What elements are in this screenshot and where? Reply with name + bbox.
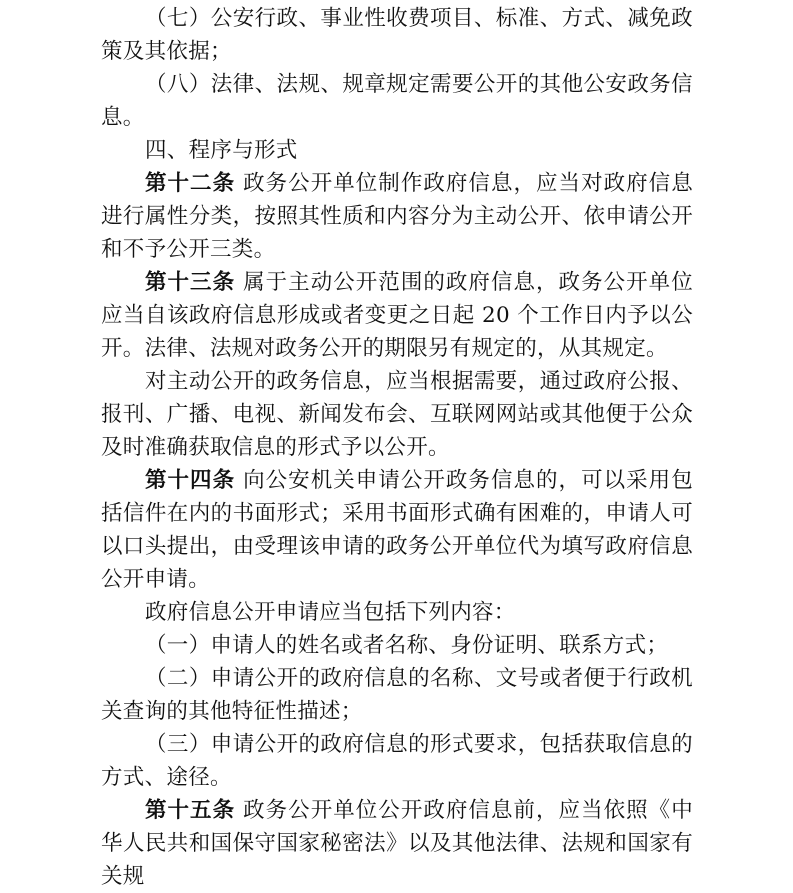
paragraph-text: 政府信息公开申请应当包括下列内容：: [145, 600, 516, 625]
article-14: [101, 464, 693, 596]
article-number: 第十五条: [145, 798, 236, 823]
section-heading: [101, 134, 693, 167]
article-number: 第十三条: [145, 270, 236, 295]
article-13: [101, 266, 693, 365]
paragraph: [101, 596, 693, 629]
list-item-2: [101, 662, 693, 728]
list-item-text: （二）申请公开的政府信息的名称、文号或者便于行政机关查询的其他特征性描述；: [101, 666, 693, 724]
list-item-1: [101, 629, 693, 662]
article-15: [101, 794, 693, 893]
paragraph-item-7: [101, 2, 693, 68]
paragraph-text: （八）法律、法规、规章规定需要公开的其他公安政务信息。: [101, 72, 693, 130]
document-body: [101, 2, 693, 893]
article-text: 属于主动公开范围的政府信息，政务公开单位应当自该政府信息形成或者变更之日起 20 个工作日内予以公开。法律、法规对政务公开的期限另有规定的，从其规定。: [101, 270, 693, 361]
list-item-3: [101, 728, 693, 794]
article-number: 第十二条: [145, 171, 236, 196]
list-item-text: （一）申请人的姓名或者名称、身份证明、联系方式；: [145, 633, 669, 658]
section-heading-text: 四、程序与形式: [145, 138, 298, 163]
paragraph-text: （七）公安行政、事业性收费项目、标准、方式、减免政策及其依据；: [101, 6, 693, 64]
paragraph-text: 对主动公开的政务信息，应当根据需要，通过政府公报、报刊、广播、电视、新闻发布会、互联网网站或其他便于公众及时准确获取信息的形式予以公开。: [101, 369, 693, 460]
list-item-text: （三）申请公开的政府信息的形式要求，包括获取信息的方式、途径。: [101, 732, 693, 790]
article-12: [101, 167, 693, 266]
paragraph: [101, 365, 693, 464]
paragraph-item-8: [101, 68, 693, 134]
article-text: 向公安机关申请公开政务信息的，可以采用包括信件在内的书面形式；采用书面形式确有困难的，申请人可以口头提出，由受理该申请的政务公开单位代为填写政府信息公开申请。: [101, 468, 693, 592]
article-text: 政务公开单位公开政府信息前，应当依照《中华人民共和国保守国家秘密法》以及其他法律、法规和国家有关规: [101, 798, 693, 889]
article-text: 政务公开单位制作政府信息，应当对政府信息进行属性分类，按照其性质和内容分为主动公开、依申请公开和不予公开三类。: [101, 171, 693, 262]
article-number: 第十四条: [145, 468, 236, 493]
